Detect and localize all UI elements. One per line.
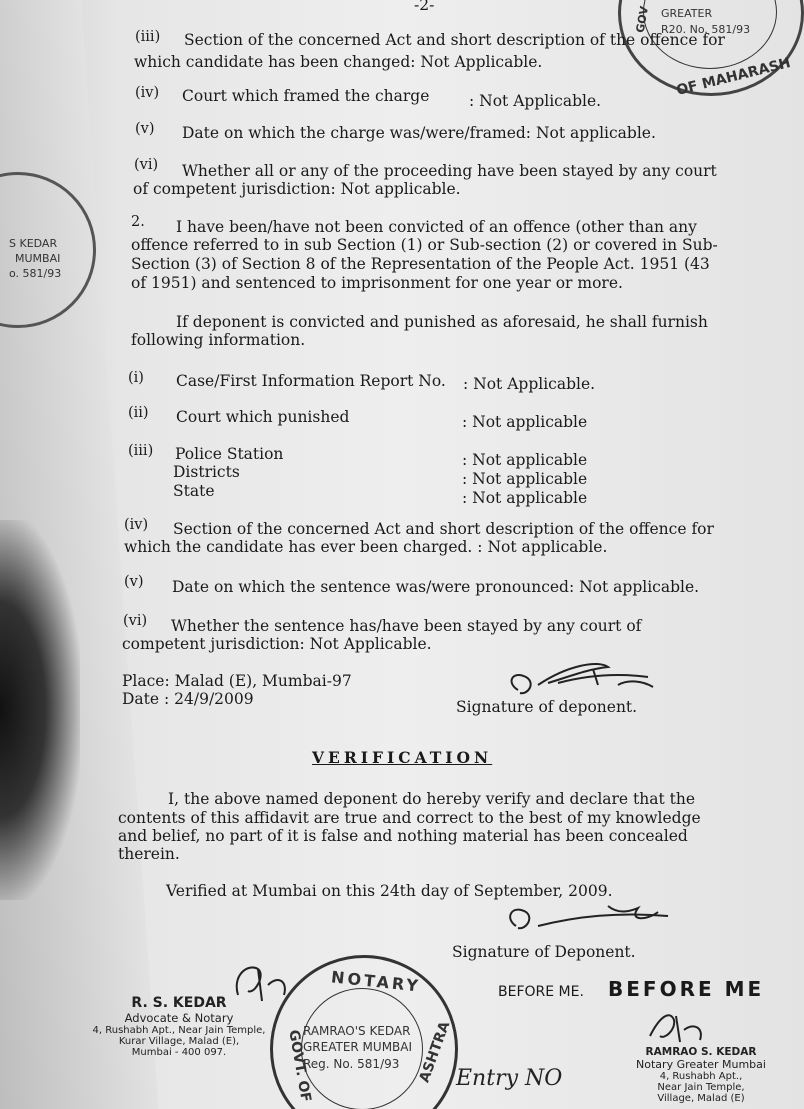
para3-line1: If deponent is convicted and punished as aforesaid, he shall furnish	[176, 313, 708, 331]
handwritten-entry: Entry NO	[456, 1066, 563, 1091]
item2-v-num: (v)	[124, 574, 144, 590]
item2-ii-value: : Not applicable	[462, 413, 588, 431]
top-right-seal-line2: R20. No. 581/93	[661, 23, 751, 36]
item-vi-line2: of competent jurisdiction: Not applicable.	[133, 180, 461, 198]
notary-seal	[270, 955, 458, 1109]
item2-iii-value1: : Not applicable	[462, 451, 588, 469]
page-number: -2-	[414, 0, 435, 14]
para2-line4: of 1951) and sentenced to imprisonment for one year or more.	[131, 274, 623, 292]
left-seal-line1: S KEDAR	[9, 237, 58, 250]
item-iv-value: : Not Applicable.	[469, 92, 602, 110]
before-me-text: BEFORE ME.	[498, 984, 584, 1000]
top-right-seal-left-arc: GOV	[633, 5, 652, 34]
item-iii-num: (iii)	[135, 29, 161, 45]
para2-line2: offence referred to in sub Section (1) or Sub-section (2) or covered in Sub-	[131, 236, 718, 254]
place-text: Place: Malad (E), Mumbai-97	[122, 672, 352, 690]
notary-left-addr3: Mumbai - 400 097.	[131, 1047, 227, 1058]
item2-ii-label: Court which punished	[176, 408, 350, 426]
notary-seal-line3: Reg. No. 581/93	[303, 1057, 400, 1071]
notary-right-line3: Near Jain Temple,	[657, 1082, 745, 1093]
item2-iv-line2: which the candidate has ever been charged. : Not applicable.	[124, 538, 608, 556]
verification-line1: I, the above named deponent do hereby verify and declare that the	[168, 790, 696, 808]
para2-num: 2.	[131, 214, 145, 230]
item2-vi-line1: Whether the sentence has/have been stayed by any court of	[171, 617, 642, 635]
item-v-text: Date on which the charge was/were/framed: Not applicable.	[182, 124, 656, 142]
signature-label-1: Signature of deponent.	[456, 698, 638, 716]
item2-vi-num: (vi)	[123, 613, 148, 629]
item-iv-label: Court which framed the charge	[182, 87, 430, 105]
item2-iii-value3: : Not applicable	[462, 489, 588, 507]
para2-line3: Section (3) of Section 8 of the Representation of the People Act. 1951 (43	[131, 255, 710, 273]
item2-ii-num: (ii)	[128, 405, 149, 421]
item-iv-num: (iv)	[135, 85, 160, 101]
item2-iii-label1: Police Station	[175, 445, 284, 463]
item2-iii-value2: : Not applicable	[462, 470, 588, 488]
notary-left-name: R. S. KEDAR	[131, 995, 227, 1011]
deponent-signature-2	[498, 896, 678, 946]
item-v-num: (v)	[135, 121, 155, 137]
notary-signature-right	[640, 1006, 720, 1048]
verification-line4: therein.	[118, 845, 180, 863]
verification-line2: contents of this affidavit are true and correct to the best of my knowledge	[118, 809, 701, 827]
item2-iv-num: (iv)	[124, 517, 149, 533]
notary-right-line4: Village, Malad (E)	[657, 1093, 745, 1104]
notary-right-line1: Notary Greater Mumbai	[636, 1058, 766, 1071]
item-iii-line2: which candidate has been changed: Not Applicable.	[134, 53, 543, 71]
notary-seal-left-arc: GOVT. OF	[285, 1028, 314, 1104]
before-me-stamp: BEFORE ME	[608, 977, 765, 1001]
left-seal-line3: o. 581/93	[9, 267, 62, 280]
verification-heading: VERIFICATION	[312, 748, 493, 767]
item-iii-line1: Section of the concerned Act and short description of the offence for	[184, 31, 725, 49]
left-seal-line2: MUMBAI	[15, 252, 61, 265]
item-vi-num: (vi)	[134, 157, 159, 173]
item2-i-label: Case/First Information Report No.	[176, 372, 446, 390]
notary-right-name: RAMRAO S. KEDAR	[645, 1046, 757, 1058]
notary-seal-line1: RAMRAO'S KEDAR	[303, 1024, 411, 1038]
top-right-seal-line1: GREATER	[661, 7, 713, 20]
item2-iv-line1: Section of the concerned Act and short description of the offence for	[173, 520, 714, 538]
notary-left-addr2: Kurar Village, Malad (E),	[118, 1036, 240, 1047]
item2-i-value: : Not Applicable.	[463, 375, 596, 393]
verification-line3: and belief, no part of it is false and nothing material has been concealed	[118, 827, 688, 845]
notary-left-title: Advocate & Notary	[124, 1011, 234, 1025]
page-shadow	[0, 520, 80, 900]
verified-line: Verified at Mumbai on this 24th day of September, 2009.	[166, 882, 613, 900]
top-right-seal-arc: OF MAHARASH	[674, 55, 793, 99]
notary-right-line2: 4, Rushabh Apt.,	[659, 1071, 743, 1082]
para2-line1: I have been/have not been convicted of an offence (other than any	[176, 218, 697, 236]
item2-iii-label2: Districts	[173, 463, 240, 481]
para3-line2: following information.	[131, 331, 306, 349]
notary-seal-top: NOTARY	[330, 967, 422, 996]
notary-right-block	[606, 1046, 796, 1104]
notary-seal-right-arc: ASHTRA	[416, 1019, 454, 1085]
notary-left-addr1: 4, Rushabh Apt., Near Jain Temple,	[92, 1025, 266, 1036]
signature-label-2: Signature of Deponent.	[452, 943, 636, 961]
date-text: Date : 24/9/2009	[122, 690, 254, 708]
item-vi-line1: Whether all or any of the proceeding have been stayed by any court	[182, 162, 717, 180]
item2-i-num: (i)	[128, 370, 144, 386]
notary-seal-line2: GREATER MUMBAI	[303, 1040, 413, 1054]
item2-vi-line2: competent jurisdiction: Not Applicable.	[122, 635, 432, 653]
item2-iii-num: (iii)	[128, 443, 154, 459]
item2-iii-label3: State	[173, 482, 215, 500]
item2-v-text: Date on which the sentence was/were pronounced: Not applicable.	[172, 578, 700, 596]
